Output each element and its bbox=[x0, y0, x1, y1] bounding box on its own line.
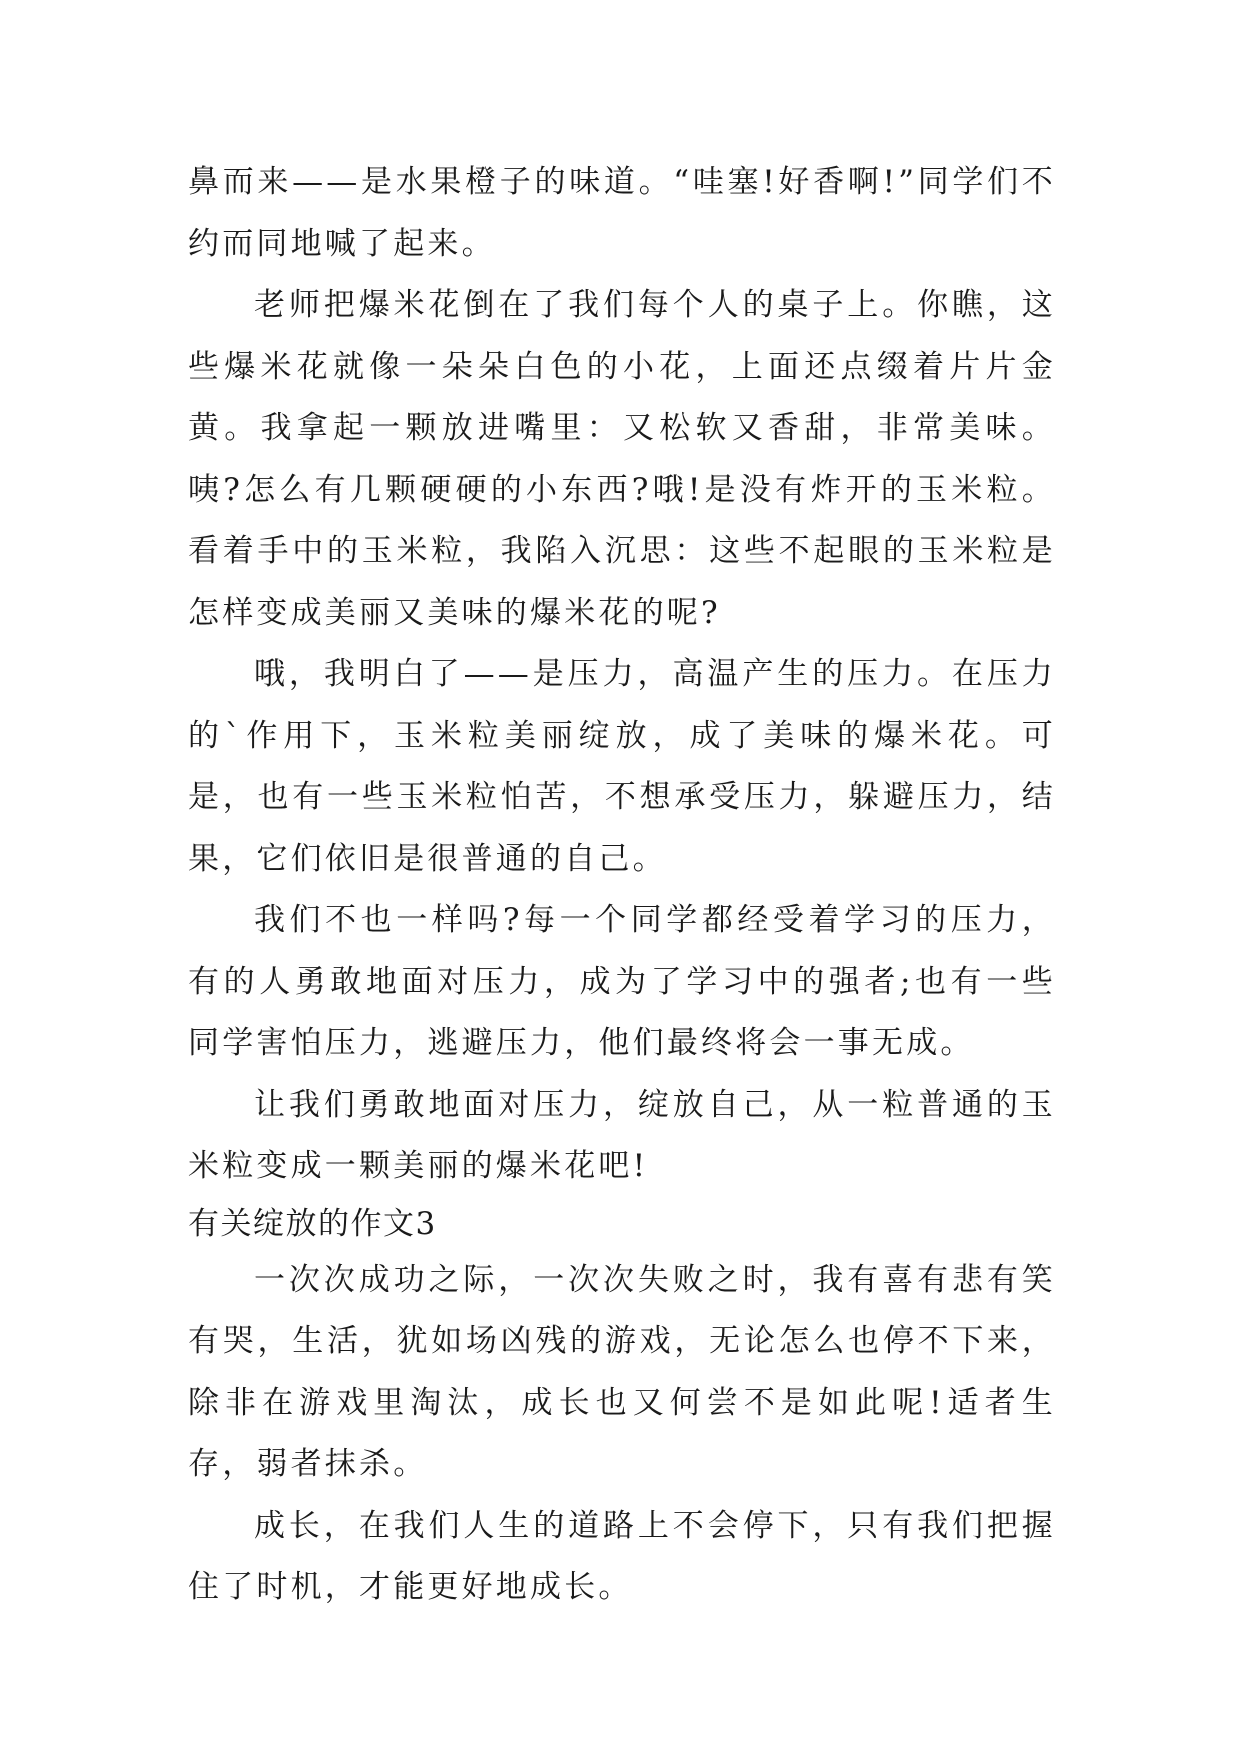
document-body bbox=[188, 152, 1056, 1619]
paragraph-3: 哦，我明白了——是压力，高温产生的压力。在压力的`作用下，玉米粒美丽绽放，成了美味的爆米花。可是，也有一些玉米粒怕苦，不想承受压力，躲避压力，结果，它们依旧是很普通的自己。 bbox=[188, 656, 1056, 877]
paragraph-2: 老师把爆米花倒在了我们每个人的桌子上。你瞧，这些爆米花就像一朵朵白色的小花，上面还点缀着片片金黄。我拿起一颗放进嘴里：又松软又香甜，非常美味。咦?怎么有几颗硬硬的小东西?哦!是没有炸开的玉米粒。看着手中的玉米粒，我陷入沉思：这些不起眼的玉米粒是怎样变成美丽又美味的爆米花的呢? bbox=[188, 287, 1056, 631]
section-paragraph-1: 一次次成功之际，一次次失败之时，我有喜有悲有笑有哭，生活，犹如场凶残的游戏，无论怎么也停不下来，除非在游戏里淘汰，成长也又何尝不是如此呢!适者生存，弱者抹杀。 bbox=[188, 1261, 1056, 1482]
paragraph-5: 让我们勇敢地面对压力，绽放自己，从一粒普通的玉米粒变成一颗美丽的爆米花吧! bbox=[188, 1086, 1056, 1184]
paragraph-4: 我们不也一样吗?每一个同学都经受着学习的压力，有的人勇敢地面对压力，成为了学习中的强者;也有一些同学害怕压力，逃避压力，他们最终将会一事无成。 bbox=[188, 902, 1056, 1061]
section-title: 有关绽放的作文3 bbox=[188, 1205, 437, 1242]
paragraph-1: 鼻而来——是水果橙子的味道。“哇塞!好香啊!”同学们不约而同地喊了起来。 bbox=[188, 164, 1056, 262]
section-paragraph-2: 成长，在我们人生的道路上不会停下，只有我们把握住了时机，才能更好地成长。 bbox=[188, 1507, 1056, 1605]
